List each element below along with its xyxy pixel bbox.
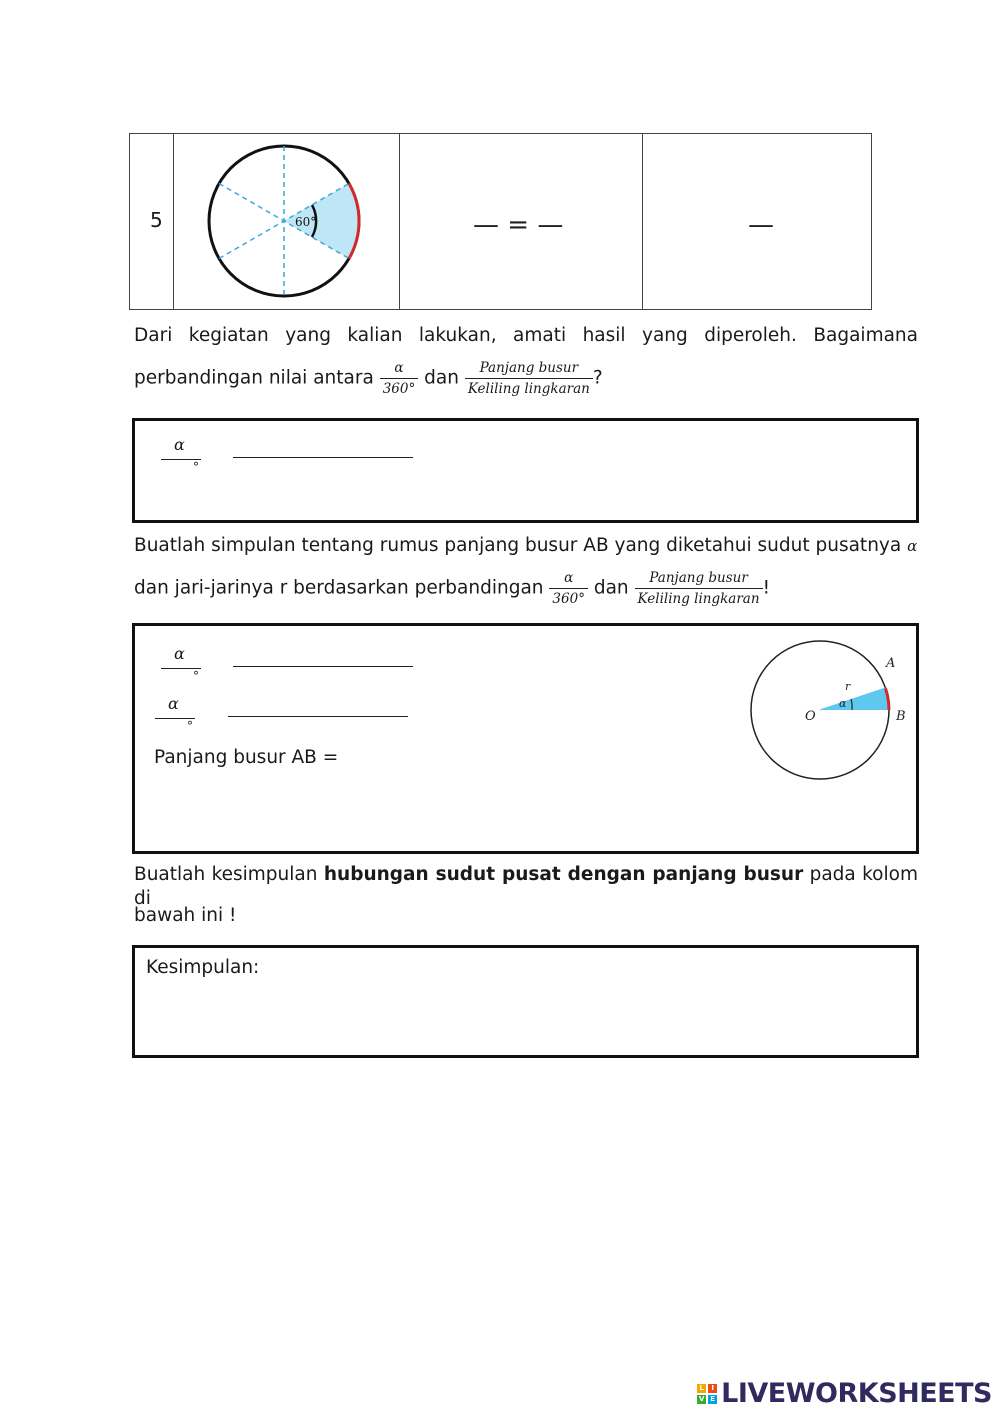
question2-line2 [134, 570, 918, 607]
column-divider [399, 134, 400, 309]
question2-text: Buatlah simpulan tentang rumus panjang busur AB yang diketahui sudut pusatnya [134, 535, 902, 556]
question2-prefix: dan jari-jarinya r berdasarkan perbandingan [134, 577, 544, 599]
question2-connector: dan [593, 577, 629, 599]
angle-label: 60° [295, 215, 317, 229]
answer-line-3[interactable] [228, 716, 408, 717]
result-cell[interactable]: — [748, 210, 774, 240]
question1-connector: dan [424, 367, 459, 389]
label-o: O [805, 709, 816, 724]
label-alpha: α [839, 697, 847, 710]
fraction-arc-circumference: $\frac{\text{Panjang busur}}{\text{Keliling lingkaran}}$ [635, 570, 763, 607]
question2-alpha: α [907, 537, 918, 555]
label-a: A [886, 656, 896, 671]
logo-mark-icon: L I V E [697, 1384, 717, 1404]
alpha-numerator: α [174, 435, 185, 454]
row-number: 5 [150, 208, 163, 232]
label-r: r [845, 680, 851, 693]
arc-ab-diagram [745, 632, 915, 802]
answer-line-1[interactable] [233, 457, 413, 458]
degree-input[interactable]: ° [193, 460, 199, 474]
conclusion-label: Kesimpulan: [146, 957, 260, 978]
question1-suffix: ? [592, 367, 603, 389]
degree-input[interactable]: ° [187, 719, 193, 733]
column-divider [173, 134, 174, 309]
fraction-alpha-360: $\frac{\alpha}{360^\circ}$ [380, 360, 419, 397]
label-b: B [896, 709, 906, 724]
question1-line1: Dari kegiatan yang kalian lakukan, amati hasil yang diperoleh. Bagaimana [134, 325, 918, 346]
question2-line1 [134, 534, 918, 558]
question3-bold: hubungan sudut pusat dengan panjang busur [323, 864, 804, 885]
column-divider [642, 134, 643, 309]
question3-line2: bawah ini ! [134, 905, 237, 926]
question3-suffix: pada kolom di [134, 864, 918, 909]
fraction-alpha-360: $\frac{\alpha}{360^\circ}$ [549, 570, 588, 607]
liveworksheets-logo [697, 1378, 992, 1409]
degree-input[interactable]: ° [193, 669, 199, 683]
logo-text: LIVEWORKSHEETS [721, 1378, 992, 1409]
alpha-numerator: α [174, 644, 185, 663]
question1-prefix: perbandingan nilai antara [134, 367, 374, 389]
answer-box-1 [132, 418, 919, 523]
answer-line-2[interactable] [233, 666, 413, 667]
question3-prefix: Buatlah kesimpulan [134, 864, 318, 885]
sector-circle-diagram [200, 140, 370, 305]
alpha-numerator: α [168, 694, 179, 713]
question1-line2 [134, 360, 918, 397]
fraction-arc-circumference: $\frac{\text{Panjang busur}}{\text{Keliling lingkaran}}$ [465, 360, 593, 397]
ratio-cell[interactable]: — = — [473, 210, 564, 240]
arc-length-label: Panjang busur AB = [154, 747, 339, 768]
question2-suffix: ! [762, 577, 770, 599]
